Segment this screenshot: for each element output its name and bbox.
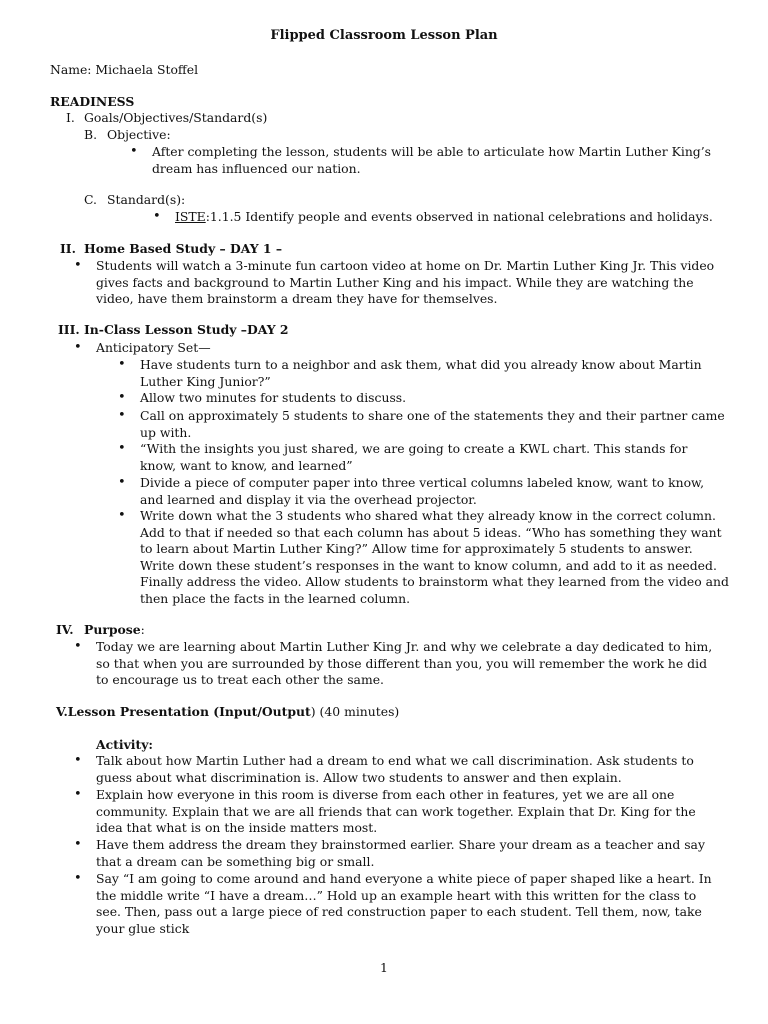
anticipatory-item: • Divide a piece of computer paper into three vertical columns labeled know, want to know, and learned and display it via the overhead projector. [140,475,726,508]
purpose-colon: : [140,622,145,637]
iste-label: ISTE [175,209,206,224]
objective-bullet: • After completing the lesson, students will be able to articulate how Martin Luther King’s dream has influenced our nation. [152,144,712,177]
section-2-marker: II. [60,241,76,256]
document-title: Flipped Classroom Lesson Plan [270,28,498,43]
section-5-line [56,704,399,721]
section-4-heading [84,622,145,639]
goals-marker: I. [66,110,75,125]
anticipatory-item: • Call on approximately 5 students to share one of the statements they and their partner came up with. [140,408,726,441]
activity-item: • Say “I am going to come around and hand everyone a white piece of paper shaped like a heart. In the middle write “I have a dream…” Hold up an example heart with this written for the class to see. Then, pass out a large piece of red construction paper to each student. Tell them, now, take your glue stick [96,871,718,937]
standards-label: Standard(s): [107,192,186,207]
section-3-heading: In-Class Lesson Study –DAY 2 [84,322,289,337]
name-line: Name: Michaela Stoffel [50,62,199,77]
standards-text: Identify people and events observed in national celebrations and holidays. [241,209,713,224]
activity-item: • Have them address the dream they brainstormed earlier. Share your dream as a teacher and say that a dream can be something big or small. [96,837,718,870]
activity-colon: : [148,737,153,752]
section-5-suffix: ) (40 minutes) [310,704,400,719]
readiness-heading: READINESS [50,94,135,109]
anticipatory-item: • Have students turn to a neighbor and ask them, what did you already know about Martin Luther King Junior?” [140,357,708,390]
standards-marker: C. [84,192,97,207]
objective-marker: B. [84,127,98,142]
section-2-heading: Home Based Study – DAY 1 – [84,241,283,256]
activity-item: • Explain how everyone in this room is diverse from each other in features, yet we are all one community. Explain that we are all friends that can work together. Explain that Dr. King for the idea that what is on the inside matters most. [96,787,718,837]
section-5-heading: Lesson Presentation (Input/Output [67,704,311,719]
objective-label: Objective: [107,127,171,142]
activity-item: • Talk about how Martin Luther had a dream to end what we call discrimination. Ask students to guess about what discrimination is. Allow two students to answer and then explain. [96,753,718,786]
section-5-marker: V. [56,704,68,719]
anticipatory-item: • Write down what the 3 students who shared what they already know in the correct column. Add to that if needed so that each column has about 5 ideas. “Who has something they want to learn about Martin Luther King?” Allow time for approximately 5 students to answer. Write down these student’s responses in the want to know column, and add to it as needed. Finally address the video. Allow students to brainstorm what they learned from the video and then place the facts in the learned column. [140,508,730,608]
purpose-heading: Purpose [84,622,141,637]
iste-code: :1.1.5 [205,209,242,224]
goals-item: Goals/Objectives/Standard(s) [84,110,268,125]
anticipatory-item: • “With the insights you just shared, we are going to create a KWL chart. This stands for know, want to know, and learned” [140,441,726,474]
page-number: 1 [380,960,388,975]
section-4-marker: IV. [56,622,74,637]
section-3-marker: III. [58,322,80,337]
section-4-bullet: • Today we are learning about Martin Luther King Jr. and why we celebrate a day dedicated to him, so that when you are surrounded by those different than you, you will remember the work he did to encourage us to treat each other the same. [96,639,716,689]
activity-heading: Activity [96,737,149,752]
activity-label [96,737,153,754]
section-2-bullet: • Students will watch a 3-minute fun cartoon video at home on Dr. Martin Luther King Jr. This video gives facts and background to Martin Luther King and his impact. While they are watching the video, have them brainstorm a dream they have for themselves. [96,258,716,308]
standards-bullet [175,209,715,226]
anticipatory-item: • Allow two minutes for students to discuss. [140,390,708,407]
anticipatory-set-label: • Anticipatory Set— [96,340,211,357]
